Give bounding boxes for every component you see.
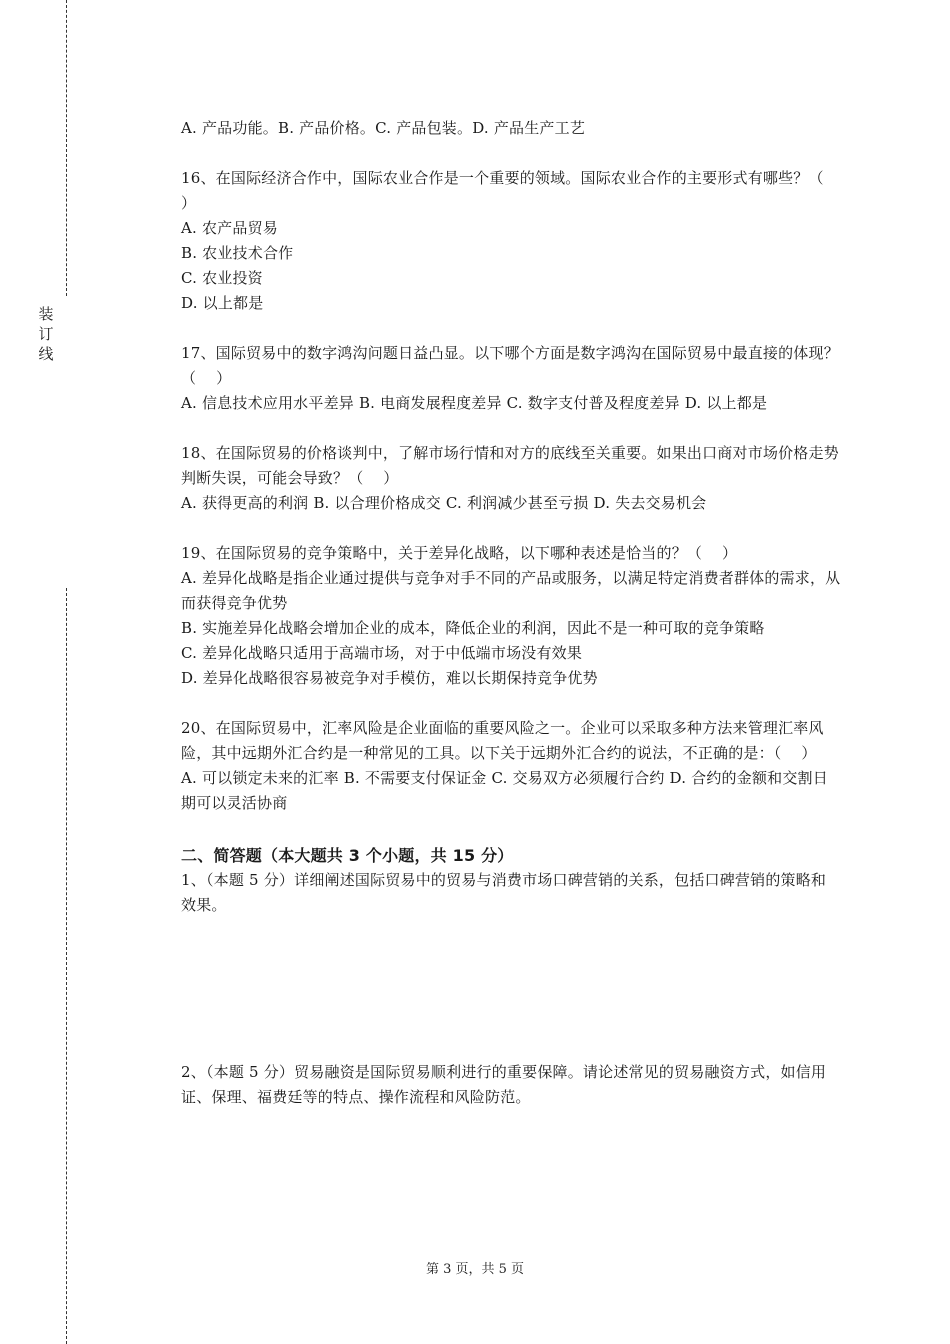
question-stem: 20、在国际贸易中，汇率风险是企业面临的重要风险之一。企业可以采取多种方法来管理汇率风险，其中远期外汇合约是一种常见的工具。以下关于远期外汇合约的说法，不正确的是：（ ） — [181, 719, 824, 762]
binding-label-char: 订 — [38, 325, 54, 343]
question-20 — [181, 716, 841, 816]
q15-options: A. 产品功能。B. 产品价格。C. 产品包装。D. 产品生产工艺 — [181, 119, 586, 137]
page-content — [181, 116, 844, 1110]
option-a: A. 农产品贸易 — [181, 219, 278, 237]
option-a: A. 差异化战略是指企业通过提供与竞争对手不同的产品或服务，以满足特定消费者群体的需求，从而获得竞争优势 — [181, 569, 841, 612]
option-d: D. 差异化战略很容易被竞争对手模仿，难以长期保持竞争优势 — [181, 669, 598, 687]
question-options: A. 可以锁定未来的汇率 B. 不需要支付保证金 C. 交易双方必须履行合约 D. 合约的金额和交割日期可以灵活协商 — [181, 769, 828, 812]
answer-space — [181, 918, 841, 1060]
option-d: D. 以上都是 — [181, 294, 264, 312]
binding-label-char: 线 — [38, 345, 54, 363]
short-answer-question-1: 1、（本题 5 分）详细阐述国际贸易中的贸易与消费市场口碑营销的关系，包括口碑营销的策略和效果。 — [181, 871, 827, 914]
question-options: A. 获得更高的利润 B. 以合理价格成交 C. 利润减少甚至亏损 D. 失去交易机会 — [181, 494, 707, 512]
section-title-short-answer: 二、简答题（本大题共 3 个小题，共 15 分） — [181, 846, 514, 865]
option-b: B. 实施差异化战略会增加企业的成本，降低企业的利润，因此不是一种可取的竞争策略 — [181, 619, 765, 637]
binding-dashed-line-top — [66, 0, 67, 296]
question-stem: 17、国际贸易中的数字鸿沟问题日益凸显。以下哪个方面是数字鸿沟在国际贸易中最直接的体现？（ ） — [181, 344, 839, 387]
option-c: C. 农业投资 — [181, 269, 263, 287]
short-answer-question-2: 2、（本题 5 分）贸易融资是国际贸易顺利进行的重要保障。请论述常见的贸易融资方式，如信用证、保理、福费廷等的特点、操作流程和风险防范。 — [181, 1063, 827, 1106]
option-c: C. 差异化战略只适用于高端市场，对于中低端市场没有效果 — [181, 644, 583, 662]
question-18 — [181, 441, 841, 516]
question-19 — [181, 541, 841, 691]
binding-dashed-line-bottom — [66, 588, 67, 1344]
question-options: A. 信息技术应用水平差异 B. 电商发展程度差异 C. 数字支付普及程度差异 D. 以上都是 — [181, 394, 768, 412]
question-stem: 19、在国际贸易的竞争策略中，关于差异化战略，以下哪种表述是恰当的？（ ） — [181, 544, 738, 562]
question-stem: 18、在国际贸易的价格谈判中，了解市场行情和对方的底线至关重要。如果出口商对市场价格走势判断失误，可能会导致？（ ） — [181, 444, 839, 487]
binding-label-char: 装 — [38, 305, 54, 323]
page-footer: 第 3 页，共 5 页 — [425, 1262, 525, 1277]
question-16 — [181, 166, 844, 316]
binding-label — [38, 304, 54, 364]
question-stem: 16、在国际经济合作中，国际农业合作是一个重要的领域。国际农业合作的主要形式有哪些？（ ） — [181, 169, 844, 212]
question-17 — [181, 341, 841, 416]
option-b: B. 农业技术合作 — [181, 244, 294, 262]
